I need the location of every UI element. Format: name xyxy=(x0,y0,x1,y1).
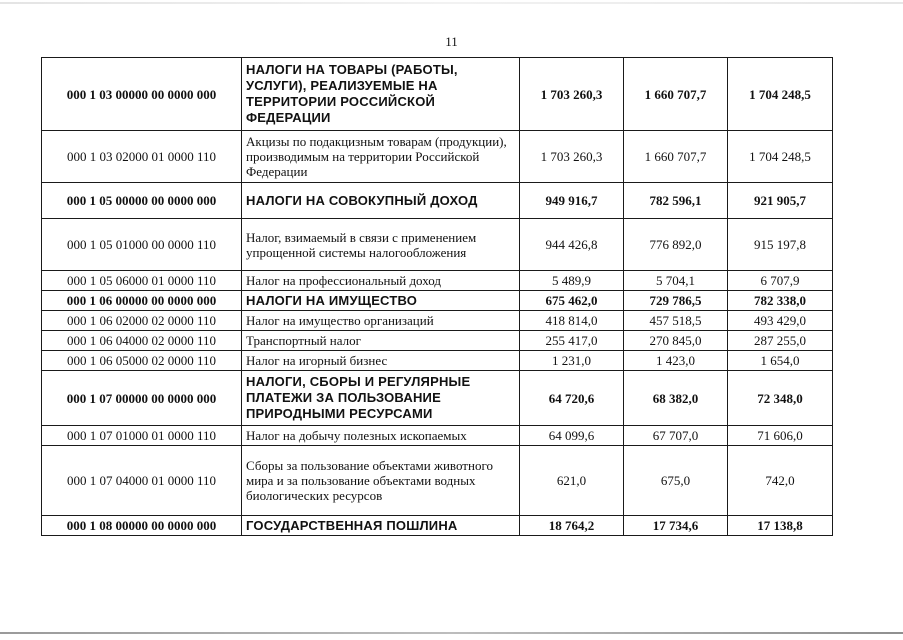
budget-code: 000 1 07 04000 01 0000 110 xyxy=(42,446,242,516)
amount-year-3: 921 905,7 xyxy=(728,183,833,219)
budget-code: 000 1 07 01000 01 0000 110 xyxy=(42,426,242,446)
amount-year-2: 1 423,0 xyxy=(624,351,728,371)
amount-year-1: 621,0 xyxy=(520,446,624,516)
budget-code: 000 1 03 00000 00 0000 000 xyxy=(42,58,242,131)
revenue-name: ГОСУДАРСТВЕННАЯ ПОШЛИНА xyxy=(242,516,520,536)
amount-year-3: 17 138,8 xyxy=(728,516,833,536)
amount-year-1: 1 703 260,3 xyxy=(520,58,624,131)
amount-year-2: 776 892,0 xyxy=(624,219,728,271)
table-row xyxy=(42,426,833,446)
amount-year-3: 1 654,0 xyxy=(728,351,833,371)
amount-year-1: 675 462,0 xyxy=(520,291,624,311)
budget-code: 000 1 06 02000 02 0000 110 xyxy=(42,311,242,331)
amount-year-2: 675,0 xyxy=(624,446,728,516)
amount-year-1: 64 720,6 xyxy=(520,371,624,426)
budget-code: 000 1 05 06000 01 0000 110 xyxy=(42,271,242,291)
revenue-name: НАЛОГИ, СБОРЫ И РЕГУЛЯРНЫЕ ПЛАТЕЖИ ЗА ПОЛЬЗОВАНИЕ ПРИРОДНЫМИ РЕСУРСАМИ xyxy=(242,371,520,426)
revenue-name: Налог на добычу полезных ископаемых xyxy=(242,426,520,446)
table-row xyxy=(42,311,833,331)
amount-year-3: 72 348,0 xyxy=(728,371,833,426)
amount-year-2: 17 734,6 xyxy=(624,516,728,536)
amount-year-1: 1 703 260,3 xyxy=(520,131,624,183)
budget-code: 000 1 06 04000 02 0000 110 xyxy=(42,331,242,351)
amount-year-1: 64 099,6 xyxy=(520,426,624,446)
table-row xyxy=(42,219,833,271)
table-row xyxy=(42,371,833,426)
amount-year-3: 742,0 xyxy=(728,446,833,516)
table-row xyxy=(42,331,833,351)
budget-code: 000 1 08 00000 00 0000 000 xyxy=(42,516,242,536)
amount-year-2: 68 382,0 xyxy=(624,371,728,426)
budget-code: 000 1 06 05000 02 0000 110 xyxy=(42,351,242,371)
table-row xyxy=(42,183,833,219)
amount-year-2: 782 596,1 xyxy=(624,183,728,219)
amount-year-2: 1 660 707,7 xyxy=(624,131,728,183)
table-row xyxy=(42,131,833,183)
amount-year-2: 1 660 707,7 xyxy=(624,58,728,131)
revenue-name: Сборы за пользование объектами животного мира и за пользование объектами водных биологических ресурсов xyxy=(242,446,520,516)
revenue-name: Транспортный налог xyxy=(242,331,520,351)
revenue-name: Налог на профессиональный доход xyxy=(242,271,520,291)
amount-year-3: 1 704 248,5 xyxy=(728,58,833,131)
amount-year-1: 18 764,2 xyxy=(520,516,624,536)
amount-year-3: 6 707,9 xyxy=(728,271,833,291)
table-row xyxy=(42,516,833,536)
amount-year-2: 457 518,5 xyxy=(624,311,728,331)
revenue-name: НАЛОГИ НА СОВОКУПНЫЙ ДОХОД xyxy=(242,183,520,219)
table-row xyxy=(42,271,833,291)
table-row xyxy=(42,291,833,311)
budget-code: 000 1 05 01000 00 0000 110 xyxy=(42,219,242,271)
revenue-name: Акцизы по подакцизным товарам (продукции), производимым на территории Российской Федерации xyxy=(242,131,520,183)
amount-year-1: 418 814,0 xyxy=(520,311,624,331)
scan-edge-top xyxy=(0,2,903,4)
amount-year-1: 1 231,0 xyxy=(520,351,624,371)
amount-year-3: 493 429,0 xyxy=(728,311,833,331)
amount-year-2: 67 707,0 xyxy=(624,426,728,446)
amount-year-3: 915 197,8 xyxy=(728,219,833,271)
revenue-name: Налог на игорный бизнес xyxy=(242,351,520,371)
revenue-name: Налог, взимаемый в связи с применением упрощенной системы налогообложения xyxy=(242,219,520,271)
amount-year-3: 71 606,0 xyxy=(728,426,833,446)
table-row xyxy=(42,351,833,371)
amount-year-1: 949 916,7 xyxy=(520,183,624,219)
amount-year-1: 255 417,0 xyxy=(520,331,624,351)
budget-code: 000 1 03 02000 01 0000 110 xyxy=(42,131,242,183)
table-row xyxy=(42,446,833,516)
budget-code: 000 1 07 00000 00 0000 000 xyxy=(42,371,242,426)
revenue-table xyxy=(41,57,833,536)
amount-year-1: 944 426,8 xyxy=(520,219,624,271)
amount-year-2: 729 786,5 xyxy=(624,291,728,311)
amount-year-2: 270 845,0 xyxy=(624,331,728,351)
scan-edge-bottom xyxy=(0,632,903,634)
revenue-name: НАЛОГИ НА ИМУЩЕСТВО xyxy=(242,291,520,311)
revenue-name: НАЛОГИ НА ТОВАРЫ (РАБОТЫ, УСЛУГИ), РЕАЛИЗУЕМЫЕ НА ТЕРРИТОРИИ РОССИЙСКОЙ ФЕДЕРАЦИИ xyxy=(242,58,520,131)
budget-code: 000 1 06 00000 00 0000 000 xyxy=(42,291,242,311)
amount-year-3: 1 704 248,5 xyxy=(728,131,833,183)
table-row xyxy=(42,58,833,131)
amount-year-1: 5 489,9 xyxy=(520,271,624,291)
budget-code: 000 1 05 00000 00 0000 000 xyxy=(42,183,242,219)
page-number: 11 xyxy=(445,34,458,49)
amount-year-3: 782 338,0 xyxy=(728,291,833,311)
amount-year-2: 5 704,1 xyxy=(624,271,728,291)
amount-year-3: 287 255,0 xyxy=(728,331,833,351)
revenue-name: Налог на имущество организаций xyxy=(242,311,520,331)
